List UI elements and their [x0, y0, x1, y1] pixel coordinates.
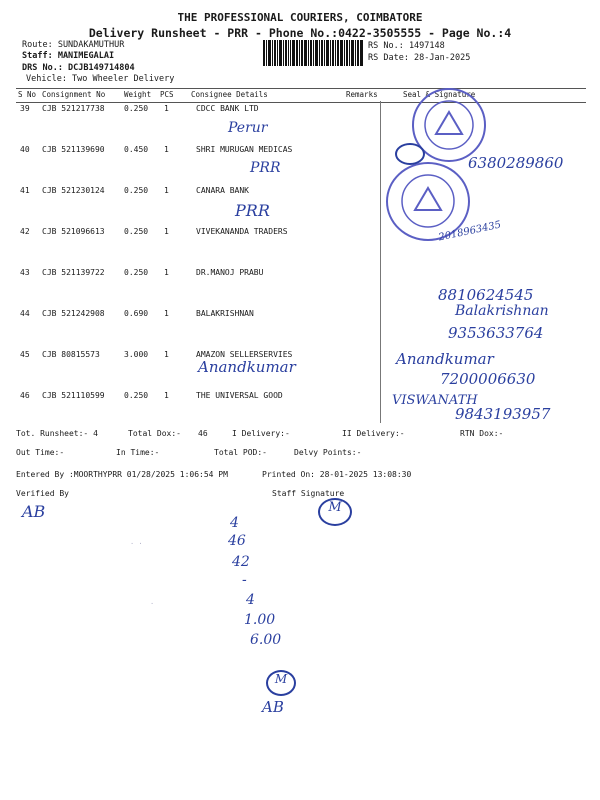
cell-cons: CJB 521230124: [42, 186, 105, 195]
table-header: [16, 88, 586, 103]
total-dox-value: 46: [198, 429, 208, 438]
out-time: Out Time:-: [16, 448, 65, 457]
cell-weight: 0.450: [124, 145, 149, 154]
tally-3: 42: [232, 554, 250, 570]
cell-consignee: SHRI MURUGAN MEDICAS: [196, 145, 293, 154]
barcode: [263, 40, 363, 66]
bleed-through-mark-2: ·: [150, 600, 155, 608]
cell-sno: 45: [20, 350, 30, 359]
sig-name-45: Anandkumar: [396, 350, 494, 368]
cell-pcs: 1: [164, 104, 169, 113]
col-pcs: PCS: [160, 90, 174, 99]
ii-delivery: II Delivery:-: [342, 429, 405, 438]
in-time: In Time:-: [116, 448, 160, 457]
cell-sno: 43: [20, 268, 30, 277]
vehicle-label: Vehicle: Two Wheeler Delivery: [26, 74, 175, 84]
bottom-initials-2: AB: [262, 698, 284, 716]
total-pod: Total POD:-: [214, 448, 267, 457]
cell-consignee: CDCC BANK LTD: [196, 104, 259, 113]
cell-sno: 44: [20, 309, 30, 318]
company-name: THE PROFESSIONAL COURIERS, COIMBATORE: [177, 11, 423, 24]
staff-label: Staff: MANIMEGALAI: [22, 51, 115, 61]
tally-1: 4: [230, 515, 239, 531]
cell-cons: CJB 521110599: [42, 391, 105, 400]
cell-weight: 0.250: [124, 227, 149, 236]
handwritten-row40: PRR: [250, 160, 281, 176]
handwritten-row39: Perur: [228, 120, 268, 136]
cell-weight: 0.250: [124, 186, 149, 195]
bottom-initials-1: M: [266, 670, 296, 696]
sig-name-44: Balakrishnan: [455, 303, 549, 319]
sig-phone-40: 6380289860: [468, 154, 564, 172]
staff-initials: M: [318, 498, 352, 526]
col-remarks: Remarks: [346, 90, 378, 99]
cell-pcs: 1: [164, 391, 169, 400]
sig-number-42: 2018963435: [437, 219, 503, 244]
cell-pcs: 1: [164, 186, 169, 195]
drs-number: DRS No.: DCJB149714804: [22, 63, 135, 73]
initial-mark-40: [395, 143, 425, 165]
col-consignee: Consignee Details: [191, 90, 268, 99]
total-dox-label: Total Dox:-: [128, 429, 181, 438]
cell-cons: CJB 521139722: [42, 268, 105, 277]
rs-number: RS No.: 1497148: [368, 41, 445, 51]
sig-phone-46: 9843193957: [455, 405, 551, 423]
runsheet-title: Delivery Runsheet - PRR - Phone No.:0422-3505555 - Page No.:4: [88, 26, 512, 40]
tally-5: 4: [246, 592, 255, 608]
printed-on: Printed On: 28-01-2025 13:08:30: [262, 470, 412, 479]
cell-pcs: 1: [164, 350, 169, 359]
cell-sno: 46: [20, 391, 30, 400]
cell-pcs: 1: [164, 309, 169, 318]
col-weight: Weight: [124, 90, 152, 99]
rtn-dox: RTN Dox:-: [460, 429, 504, 438]
handwritten-row45: Anandkumar: [198, 358, 296, 376]
cell-weight: 0.250: [124, 268, 149, 277]
cell-sno: 42: [20, 227, 30, 236]
entered-by: Entered By :MOORTHYPRR 01/28/2025 1:06:54 PM: [16, 470, 228, 479]
sig-phone-44: 8810624545: [438, 286, 534, 304]
cell-pcs: 1: [164, 227, 169, 236]
handwritten-row41: PRR: [235, 201, 270, 220]
bleed-through-mark: · ·: [130, 540, 143, 548]
cell-weight: 0.250: [124, 104, 149, 113]
staff-signature: Staff Signature: [272, 489, 345, 498]
delvy-points: Delvy Points:-: [294, 448, 362, 457]
i-delivery: I Delivery:-: [232, 429, 290, 438]
stamp-triangle-icon: [414, 90, 484, 160]
tot-runsheet: Tot. Runsheet:- 4: [16, 429, 98, 438]
sig-phone-44b: 9353633764: [448, 324, 544, 342]
tally-4: -: [242, 572, 247, 588]
cell-consignee: DR.MANOJ PRABU: [196, 268, 264, 277]
verified-initials: AB: [22, 502, 46, 521]
cell-sno: 41: [20, 186, 30, 195]
cell-weight: 3.000: [124, 350, 149, 359]
cell-sno: 39: [20, 104, 30, 113]
tally-2: 46: [228, 533, 246, 549]
cell-cons: CJB 521242908: [42, 309, 105, 318]
cell-cons: CJB 521217738: [42, 104, 105, 113]
col-sno: S No: [18, 90, 37, 99]
cell-weight: 0.250: [124, 391, 149, 400]
col-seal-signature: Seal & Signature: [403, 90, 476, 99]
cell-cons: CJB 521139690: [42, 145, 105, 154]
tally-6: 1.00: [244, 612, 276, 628]
cell-pcs: 1: [164, 268, 169, 277]
rs-date: RS Date: 28-Jan-2025: [368, 53, 471, 63]
cell-cons: CJB 521096613: [42, 227, 105, 236]
col-consignment: Consignment No: [42, 90, 106, 99]
sig-phone-45: 7200006630: [440, 370, 536, 388]
sig-name-46: VISWANATH: [392, 393, 478, 408]
route-label: Route: SUNDAKAMUTHUR: [22, 40, 125, 50]
cell-weight: 0.690: [124, 309, 149, 318]
cell-consignee: THE UNIVERSAL GOOD: [196, 391, 283, 400]
cell-consignee: VIVEKANANDA TRADERS: [196, 227, 288, 236]
cell-consignee: CANARA BANK: [196, 186, 249, 195]
cell-consignee: BALAKRISHNAN: [196, 309, 254, 318]
signature-divider: [380, 101, 381, 423]
cell-consignee: AMAZON SELLERSERVIES: [196, 350, 293, 359]
tally-7: 6.00: [250, 632, 282, 648]
cell-pcs: 1: [164, 145, 169, 154]
cell-sno: 40: [20, 145, 30, 154]
cell-cons: CJB 80815573: [42, 350, 100, 359]
verified-by: Verified By: [16, 489, 69, 498]
